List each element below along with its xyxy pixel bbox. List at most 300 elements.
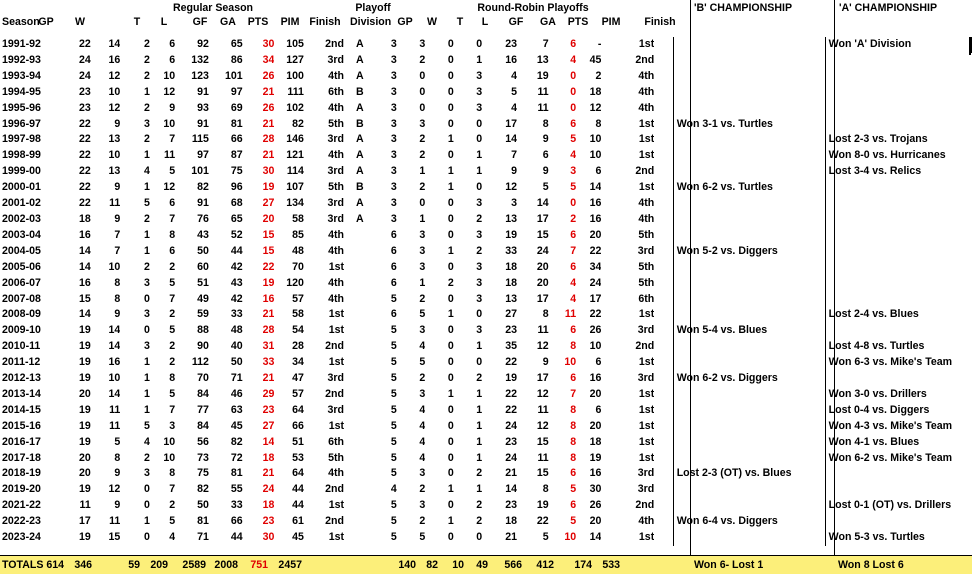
cell-gp: 19 xyxy=(78,419,91,432)
cell-pts: 21 xyxy=(262,117,275,130)
cell-division xyxy=(344,498,376,514)
cell-division: B xyxy=(356,181,364,194)
cell-l: 6 xyxy=(169,197,176,210)
cell-rr-l: 1 xyxy=(476,340,483,353)
cell-rr-ga: 6 xyxy=(542,149,549,162)
cell-rr-l: 1 xyxy=(476,419,483,432)
cell-gf: 56 xyxy=(197,435,209,448)
cell-rr-l: 1 xyxy=(476,403,483,416)
cell-pim: 85 xyxy=(292,228,304,241)
cell-finish: 3rd xyxy=(327,53,344,66)
cell-season: 2023-24 xyxy=(2,531,41,544)
cell-rr-gp: 5 xyxy=(390,387,397,400)
cell-pim: 58 xyxy=(292,308,304,321)
cell-season: 2010-11 xyxy=(2,340,41,353)
cell-rr-pim: 16 xyxy=(589,197,602,210)
cell-gp: 19 xyxy=(78,403,91,416)
cell-ga: 33 xyxy=(230,499,243,512)
cell-pts: 21 xyxy=(262,149,275,162)
cell-finish: 4th xyxy=(328,149,344,162)
cell-b-championship xyxy=(673,355,825,371)
cell-gp: 20 xyxy=(78,387,91,400)
cell-rr-pts: 5 xyxy=(570,133,577,146)
cell-a-championship: Won 8-0 vs. Hurricanes xyxy=(825,148,971,164)
cell-rr-pim: 6 xyxy=(595,403,602,416)
cell-ga: 65 xyxy=(230,38,243,50)
cell-a-championship xyxy=(825,212,971,228)
cell-rr-t: 0 xyxy=(447,324,454,337)
cell-rr-l: 0 xyxy=(476,308,483,321)
cell-rr-finish: 1st xyxy=(638,435,655,448)
cell-rr-pim: 17 xyxy=(589,292,602,305)
cell-rr-gf: 21 xyxy=(505,531,518,544)
cell-finish: 6th xyxy=(328,85,344,98)
cell-rr-gp: 5 xyxy=(390,531,397,544)
cell-division xyxy=(344,355,376,371)
cell-rr-finish: 1st xyxy=(638,117,655,130)
cell-rr-ga: 22 xyxy=(536,515,549,528)
cell-w: 9 xyxy=(114,181,121,194)
cell-pts: 26 xyxy=(262,101,275,114)
cell-pts: 21 xyxy=(262,372,275,385)
cell-rr-w: 1 xyxy=(419,276,426,289)
spacer-cell xyxy=(654,117,673,133)
cell-ga: 66 xyxy=(230,133,243,146)
cell-t: 1 xyxy=(143,403,150,416)
spacer-cell xyxy=(49,451,62,467)
cell-rr-ga: 20 xyxy=(536,260,549,273)
cell-t: 2 xyxy=(143,53,150,66)
cell-rr-t: 1 xyxy=(447,244,454,257)
col-ga: GA xyxy=(220,16,236,28)
cell-rr-gp: 6 xyxy=(390,276,397,289)
cell-rr-gf: 7 xyxy=(511,149,518,162)
cell-division: A xyxy=(356,69,364,82)
cell-rr-gf: 22 xyxy=(505,387,518,400)
spacer-cell xyxy=(654,101,673,117)
cell-division xyxy=(344,323,376,339)
cell-t: 1 xyxy=(143,181,150,194)
cell-gf: 75 xyxy=(197,467,209,480)
cell-rr-t: 0 xyxy=(447,212,454,225)
cell-rr-pts: 4 xyxy=(570,53,577,66)
cell-l: 2 xyxy=(169,308,176,321)
cell-rr-ga: 9 xyxy=(542,356,549,369)
cell-rr-gp: 5 xyxy=(390,467,397,480)
cell-b-championship: Won 5-2 vs. Diggers xyxy=(673,244,825,260)
cell-b-championship xyxy=(673,339,825,355)
col-rr-pim: PIM xyxy=(601,16,621,28)
spacer-cell xyxy=(654,435,673,451)
cell-rr-gf: 23 xyxy=(505,38,518,50)
cell-b-championship xyxy=(673,292,825,308)
cell-l: 7 xyxy=(169,292,176,305)
cell-finish: 5th xyxy=(328,451,344,464)
cell-b-championship xyxy=(673,148,825,164)
col-rr-finish: Finish xyxy=(644,16,676,28)
totals-a-championship: Won 8 Lost 6 xyxy=(838,559,904,571)
cell-rr-ga: 15 xyxy=(536,228,549,241)
table-row xyxy=(0,196,971,212)
cell-division xyxy=(344,307,376,323)
cell-rr-w: 3 xyxy=(419,387,426,400)
cell-pts: 14 xyxy=(262,435,275,448)
cell-rr-gf: 4 xyxy=(511,101,518,114)
cell-rr-pts: 8 xyxy=(570,451,577,464)
cell-finish: 5th xyxy=(328,117,344,130)
cell-rr-ga: 11 xyxy=(537,403,549,416)
cell-gp: 19 xyxy=(78,340,91,353)
cell-rr-t: 0 xyxy=(447,53,454,66)
cell-season: 2022-23 xyxy=(2,515,41,528)
cell-rr-finish: 3rd xyxy=(637,244,655,257)
spacer-cell xyxy=(654,37,673,53)
table-row xyxy=(0,117,971,133)
cell-a-championship xyxy=(825,292,971,308)
spacer-cell xyxy=(654,323,673,339)
cell-rr-pim: 20 xyxy=(589,228,602,241)
cell-rr-gp: 5 xyxy=(390,435,397,448)
cell-rr-gf: 24 xyxy=(505,451,518,464)
totals-w: 346 xyxy=(74,559,92,571)
cell-pim: 44 xyxy=(292,499,304,512)
cell-pim: 100 xyxy=(286,69,304,82)
cell-gp: 14 xyxy=(78,308,91,321)
table-row xyxy=(0,228,971,244)
table-row xyxy=(0,244,971,260)
cell-gp: 19 xyxy=(78,356,91,369)
table-row xyxy=(0,292,971,308)
spacer-cell xyxy=(654,355,673,371)
a-championship-header: 'A' CHAMPIONSHIP xyxy=(839,2,938,14)
spacer-cell xyxy=(654,180,673,196)
cell-rr-l: 3 xyxy=(476,292,483,305)
cell-rr-ga: 12 xyxy=(536,340,549,353)
cell-rr-w: 4 xyxy=(419,451,426,464)
totals-rr-pim: 533 xyxy=(602,559,620,571)
cell-l: 8 xyxy=(169,372,176,385)
cell-w: 9 xyxy=(114,308,121,321)
cell-rr-gf: 13 xyxy=(505,292,518,305)
cell-gf: 73 xyxy=(197,451,209,464)
cell-a-championship: Won 6-3 vs. Mike's Team xyxy=(825,355,971,371)
cell-ga: 50 xyxy=(230,356,243,369)
cell-b-championship xyxy=(673,228,825,244)
cell-rr-pim: 14 xyxy=(589,531,602,544)
col-l: L xyxy=(160,16,168,28)
cell-rr-gp: 5 xyxy=(390,356,397,369)
cell-pts: 21 xyxy=(262,308,275,321)
cell-finish: 1st xyxy=(328,499,344,512)
totals-rr-pts: 174 xyxy=(574,559,592,571)
spacer-cell xyxy=(654,498,673,514)
cell-season: 2007-08 xyxy=(2,292,41,305)
cell-w: 11 xyxy=(109,403,121,416)
cell-rr-gp: 3 xyxy=(390,165,397,178)
cell-pim: 66 xyxy=(292,419,304,432)
cell-pim: 114 xyxy=(286,165,304,178)
table-row xyxy=(0,164,971,180)
cell-b-championship xyxy=(673,530,825,546)
cell-gp: 11 xyxy=(79,499,91,512)
cell-rr-ga: 19 xyxy=(536,69,549,82)
cell-rr-w: 3 xyxy=(419,499,426,512)
cell-rr-w: 0 xyxy=(419,85,426,98)
cell-rr-t: 1 xyxy=(447,308,454,321)
cell-season: 2018-19 xyxy=(2,467,41,480)
spacer-cell xyxy=(49,339,62,355)
cell-t: 0 xyxy=(143,531,150,544)
cell-rr-finish: 4th xyxy=(638,85,655,98)
cell-rr-l: 3 xyxy=(476,197,483,210)
cell-gf: 70 xyxy=(197,372,209,385)
cell-w: 11 xyxy=(109,515,121,528)
cell-finish: 3rd xyxy=(327,197,344,210)
cell-rr-gp: 3 xyxy=(390,85,397,98)
cell-b-championship xyxy=(673,387,825,403)
cell-rr-gp: 3 xyxy=(390,69,397,82)
cell-gf: 81 xyxy=(197,515,209,528)
cell-rr-finish: 1st xyxy=(638,356,655,369)
cell-a-championship: Lost 3-4 vs. Relics xyxy=(825,164,971,180)
cell-t: 1 xyxy=(143,85,150,98)
spacer-cell xyxy=(654,339,673,355)
cell-gp: 14 xyxy=(78,244,91,257)
table-row xyxy=(0,339,971,355)
cell-ga: 69 xyxy=(230,101,243,114)
cell-rr-t: 0 xyxy=(447,117,454,130)
cell-rr-ga: 7 xyxy=(542,38,549,50)
cell-finish: 2nd xyxy=(325,340,344,353)
cell-pts: 27 xyxy=(262,197,275,210)
cell-rr-gf: 23 xyxy=(505,435,518,448)
cell-pts: 31 xyxy=(262,340,275,353)
cell-rr-finish: 1st xyxy=(638,451,655,464)
cell-l: 12 xyxy=(163,85,176,98)
cell-ga: 101 xyxy=(225,69,243,82)
cell-rr-gf: 21 xyxy=(505,467,518,480)
cell-rr-gp: 5 xyxy=(390,451,397,464)
cell-rr-gf: 5 xyxy=(511,85,518,98)
cell-w: 7 xyxy=(114,244,121,257)
cell-t: 2 xyxy=(143,212,150,225)
cell-pts: 18 xyxy=(262,451,275,464)
cell-rr-t: 1 xyxy=(447,515,454,528)
col-pim: PIM xyxy=(280,16,300,28)
totals-l: 209 xyxy=(150,559,168,571)
cell-season: 2006-07 xyxy=(2,276,41,289)
table-row xyxy=(0,69,971,85)
cell-ga: 65 xyxy=(230,212,243,225)
cell-a-championship: Won 6-2 vs. Mike's Team xyxy=(825,451,971,467)
cell-rr-w: 5 xyxy=(419,308,426,321)
cell-division xyxy=(344,276,376,292)
cell-finish: 4th xyxy=(328,244,344,257)
cell-gf: 123 xyxy=(191,69,209,82)
cell-rr-gf: 24 xyxy=(505,419,518,432)
cell-rr-pim: 18 xyxy=(589,435,602,448)
cell-rr-ga: 19 xyxy=(536,499,549,512)
cell-rr-l: 1 xyxy=(476,435,483,448)
cell-rr-pts: 0 xyxy=(570,197,577,210)
cell-rr-l: 1 xyxy=(476,149,483,162)
cell-rr-pim: 14 xyxy=(589,181,602,194)
cell-rr-w: 0 xyxy=(419,101,426,114)
cell-l: 5 xyxy=(169,324,176,337)
cell-w: 13 xyxy=(108,165,121,178)
cell-pim: 28 xyxy=(292,340,304,353)
cell-rr-w: 3 xyxy=(419,260,426,273)
cell-a-championship xyxy=(825,180,971,196)
spacer-cell xyxy=(49,53,62,69)
cell-rr-l: 0 xyxy=(476,356,483,369)
cell-pim: 102 xyxy=(286,101,304,114)
spacer-cell xyxy=(49,482,62,498)
cell-rr-pts: 7 xyxy=(570,387,577,400)
cell-pts: 23 xyxy=(262,515,275,528)
cell-l: 8 xyxy=(169,228,176,241)
table-row xyxy=(0,451,971,467)
cell-rr-finish: 2nd xyxy=(635,340,655,353)
cell-a-championship xyxy=(825,69,971,85)
cell-gp: 22 xyxy=(78,38,91,50)
cell-rr-pim: 22 xyxy=(589,244,602,257)
cell-a-championship: Won 4-1 vs. Blues xyxy=(825,435,971,451)
col-rr-gf: GF xyxy=(508,16,524,28)
cell-w: 10 xyxy=(108,149,121,162)
cell-b-championship: Lost 2-3 (OT) vs. Blues xyxy=(673,466,825,482)
cell-rr-l: 0 xyxy=(476,531,483,544)
cell-gp: 16 xyxy=(78,228,91,241)
cell-rr-pim: 12 xyxy=(589,101,602,114)
cell-rr-pts: 6 xyxy=(570,117,577,130)
cell-l: 10 xyxy=(163,117,176,130)
cell-rr-pim: 16 xyxy=(589,467,602,480)
table-row xyxy=(0,514,971,530)
spacer-cell xyxy=(49,148,62,164)
cell-ga: 48 xyxy=(230,324,243,337)
cell-l: 12 xyxy=(163,181,176,194)
playoff-header: Playoff xyxy=(355,2,391,14)
cell-rr-finish: 4th xyxy=(638,101,655,114)
cell-finish: 1st xyxy=(328,324,344,337)
cell-rr-gf: 22 xyxy=(505,356,518,369)
cell-b-championship xyxy=(673,53,825,69)
table-row xyxy=(0,37,971,53)
cell-rr-gp: 5 xyxy=(390,419,397,432)
cell-season: 1995-96 xyxy=(2,101,41,114)
cell-ga: 82 xyxy=(230,435,243,448)
totals-rr-gf: 566 xyxy=(504,559,522,571)
cell-pts: 29 xyxy=(262,387,275,400)
cell-finish: 6th xyxy=(328,435,344,448)
cell-rr-t: 0 xyxy=(447,101,454,114)
cell-rr-pim: 6 xyxy=(595,356,602,369)
cell-t: 2 xyxy=(143,38,150,50)
cell-rr-t: 0 xyxy=(447,531,454,544)
cell-rr-l: 2 xyxy=(476,372,483,385)
cell-finish: 3rd xyxy=(327,133,344,146)
cell-rr-w: 0 xyxy=(419,197,426,210)
cell-rr-ga: 24 xyxy=(536,244,549,257)
spacer-cell xyxy=(49,117,62,133)
cell-rr-gf: 17 xyxy=(505,117,518,130)
cell-season: 1998-99 xyxy=(2,149,41,162)
cell-ga: 68 xyxy=(230,197,243,210)
cell-rr-ga: 11 xyxy=(537,324,549,337)
table-row xyxy=(0,148,971,164)
cell-b-championship: Won 6-4 vs. Diggers xyxy=(673,514,825,530)
cell-rr-gf: 12 xyxy=(505,181,518,194)
cell-rr-pts: 5 xyxy=(570,483,577,496)
cell-t: 3 xyxy=(143,308,150,321)
cell-rr-t: 0 xyxy=(447,292,454,305)
cell-pts: 34 xyxy=(262,53,275,66)
cell-rr-l: 3 xyxy=(476,228,483,241)
table-row xyxy=(0,53,971,69)
cell-rr-finish: 3rd xyxy=(637,324,655,337)
col-rr-pts: PTS xyxy=(567,16,589,28)
cell-w: 9 xyxy=(114,117,121,130)
cell-rr-pim: 19 xyxy=(589,451,602,464)
spacer-cell xyxy=(654,148,673,164)
table-row xyxy=(0,530,971,546)
cell-l: 7 xyxy=(169,403,176,416)
cell-pts: 19 xyxy=(262,276,275,289)
cell-rr-pim: 6 xyxy=(595,165,602,178)
cell-rr-pts: 5 xyxy=(570,181,577,194)
cell-rr-l: 1 xyxy=(476,53,483,66)
cell-rr-w: 3 xyxy=(419,38,426,50)
cell-pts: 26 xyxy=(262,69,275,82)
cell-division xyxy=(344,260,376,276)
cell-rr-l: 3 xyxy=(476,85,483,98)
cell-t: 2 xyxy=(143,133,150,146)
cell-pim: 127 xyxy=(286,53,304,66)
cell-rr-pts: 6 xyxy=(570,372,577,385)
column-header-row xyxy=(0,15,972,29)
cell-rr-t: 0 xyxy=(447,149,454,162)
cell-rr-ga: 20 xyxy=(536,276,549,289)
cell-gf: 88 xyxy=(197,324,209,337)
cell-rr-pts: 8 xyxy=(570,419,577,432)
cell-pts: 28 xyxy=(262,324,275,337)
cell-b-championship xyxy=(673,403,825,419)
cell-rr-l: 3 xyxy=(476,324,483,337)
cell-pim: 82 xyxy=(292,117,304,130)
cell-rr-finish: 1st xyxy=(638,308,655,321)
cell-rr-pim: 30 xyxy=(589,483,602,496)
cell-pim: 146 xyxy=(286,133,304,146)
cell-gf: 84 xyxy=(197,419,209,432)
cell-a-championship xyxy=(825,85,971,101)
col-rr-w: W xyxy=(427,16,437,28)
cell-rr-t: 0 xyxy=(447,435,454,448)
cell-season: 1993-94 xyxy=(2,69,41,82)
cell-ga: 40 xyxy=(230,340,243,353)
cell-gp: 16 xyxy=(78,276,91,289)
cell-division: A xyxy=(356,53,364,66)
cell-rr-t: 1 xyxy=(447,387,454,400)
cell-pim: 120 xyxy=(286,276,304,289)
cell-finish: 4th xyxy=(328,276,344,289)
cell-w: 16 xyxy=(108,356,121,369)
spacer-cell xyxy=(654,292,673,308)
cell-pts: 21 xyxy=(262,467,275,480)
cell-pim: 34 xyxy=(292,356,304,369)
cell-season: 2008-09 xyxy=(2,308,41,321)
cell-rr-pts: 8 xyxy=(570,340,577,353)
